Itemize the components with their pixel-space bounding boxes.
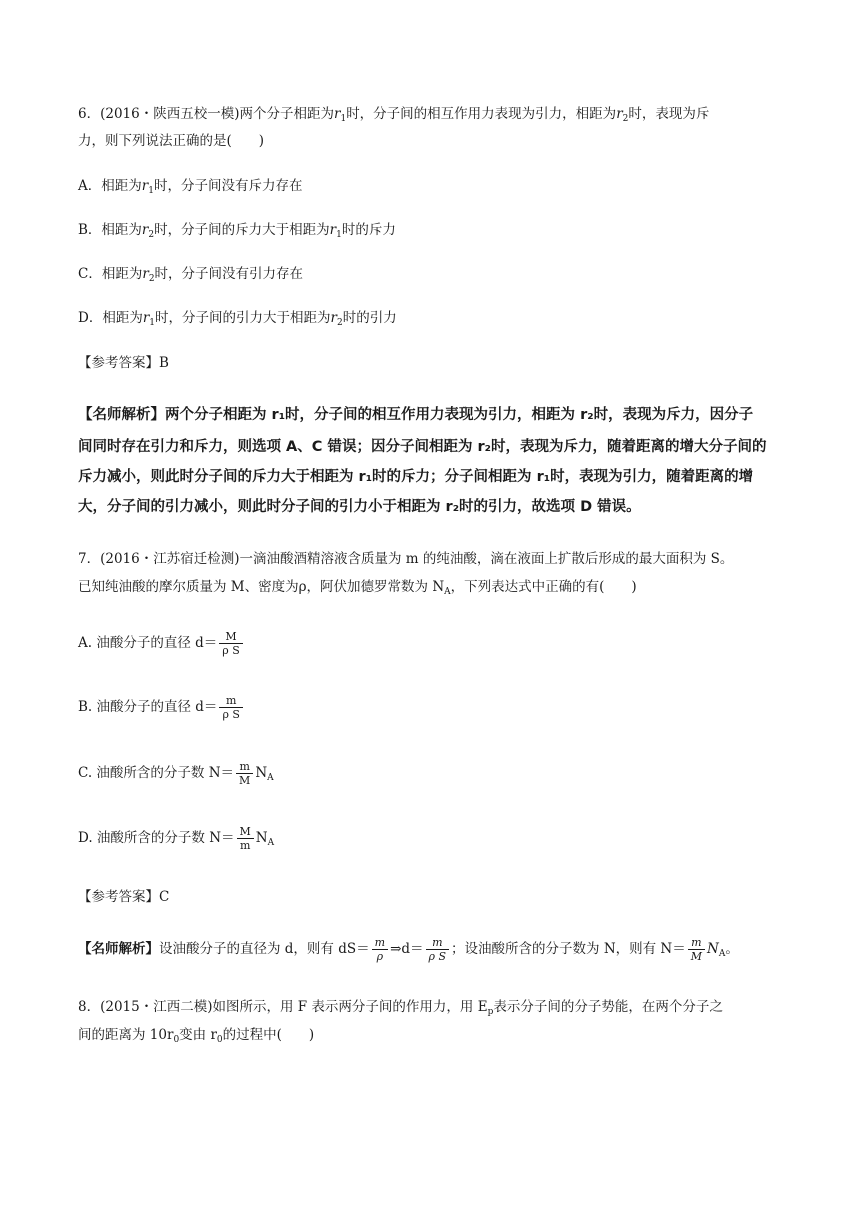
q7-stem-line2: 已知纯油酸的摩尔质量为 M、密度为ρ，阿伏加德罗常数为 $N_A$，下列表达式中正确的有( ) [78,579,637,597]
q6-option-b: B．相距为$r_2$时，分子间的斥力大于相距为$r_1$时的斥力 [78,222,396,240]
q6-option-c: C．相距为$r_2$时，分子间没有引力存在 [78,266,304,284]
q7-answer: 【参考答案】C [78,889,170,905]
q7-option-c: C. 油酸所含的分子数 N＝ $\frac{m}{M}$ $N_A$ [78,760,274,787]
q6-stem-line1: 6．(2016・陕西五校一模)两个分子相距为$r_1$时，分子间的相互作用力表现为引力，相距为$r_2$时，表现为斥 [78,106,710,124]
q7-option-d: D. 油酸所含的分子数 N＝ $\frac{M}{m}$ $N_A$ [78,825,275,852]
q7-stem-line1: 7．(2016・江苏宿迁检测)一滴油酸酒精溶液含质量为 m 的纯油酸，滴在液面上扩散后形成的最大面积为 S。 [78,551,734,567]
q6-option-a: A．相距为$r_1$时，分子间没有斥力存在 [78,178,303,196]
q8-stem-line2: 间的距离为 $10r_0$变由 $r_0$的过程中( ) [78,1027,315,1045]
q6-analysis-line4: 大，分子间的引力减小，则此时分子间的引力小于相距为 r₂时的引力，故选项 D 错误。 [78,499,641,515]
q7-option-a: A. 油酸分子的直径 d＝ $\frac{M}{\text{ρ S}}$ [78,630,245,657]
q6-answer: 【参考答案】B [78,355,169,371]
q6-option-d: D．相距为$r_1$时，分子间的引力大于相距为$r_2$时的引力 [78,310,397,328]
q6-analysis-line3: 斥力减小，则此时分子间的斥力大于相距为 r₁时的斥力；分子间相距为 r₁时，表现为引力，随着距离的增 [78,469,754,485]
q8-stem-line1: 8．(2015・江西二模)如图所示，用 F 表示两分子间的作用力，用 $E_p$表示分子间的分子势能，在两个分子之 [78,999,723,1017]
q6-analysis-line2: 间同时存在引力和斥力，则选项 A、C 错误；因分子间相距为 r₂时，表现为斥力，随着距离的增大分子间的 [78,439,767,455]
q7-option-b: B. 油酸分子的直径 d＝ $\frac{m}{\text{ρ S}}$ [78,694,245,721]
q6-analysis-line1: 【名师解析】两个分子相距为 r₁时，分子间的相互作用力表现为引力，相距为 r₂时，表现为斥力，因分子 [78,407,754,423]
q6-stem-line2: 力，则下列说法正确的是( ) [78,133,265,149]
q6-text: 6．(2016・陕西五校一模)两个分子相距为 [78,106,334,122]
q7-analysis: 【名师解析】设油酸分子的直径为 d，则有 dS＝ $\frac{m}{\rho}$ ⇒d＝ $\frac{m}{\text{ρ S}}$ ；设油酸所含的分子数为 N，则有 N＝ $\frac{m}{M}$ $N_A$。 [78,936,739,963]
